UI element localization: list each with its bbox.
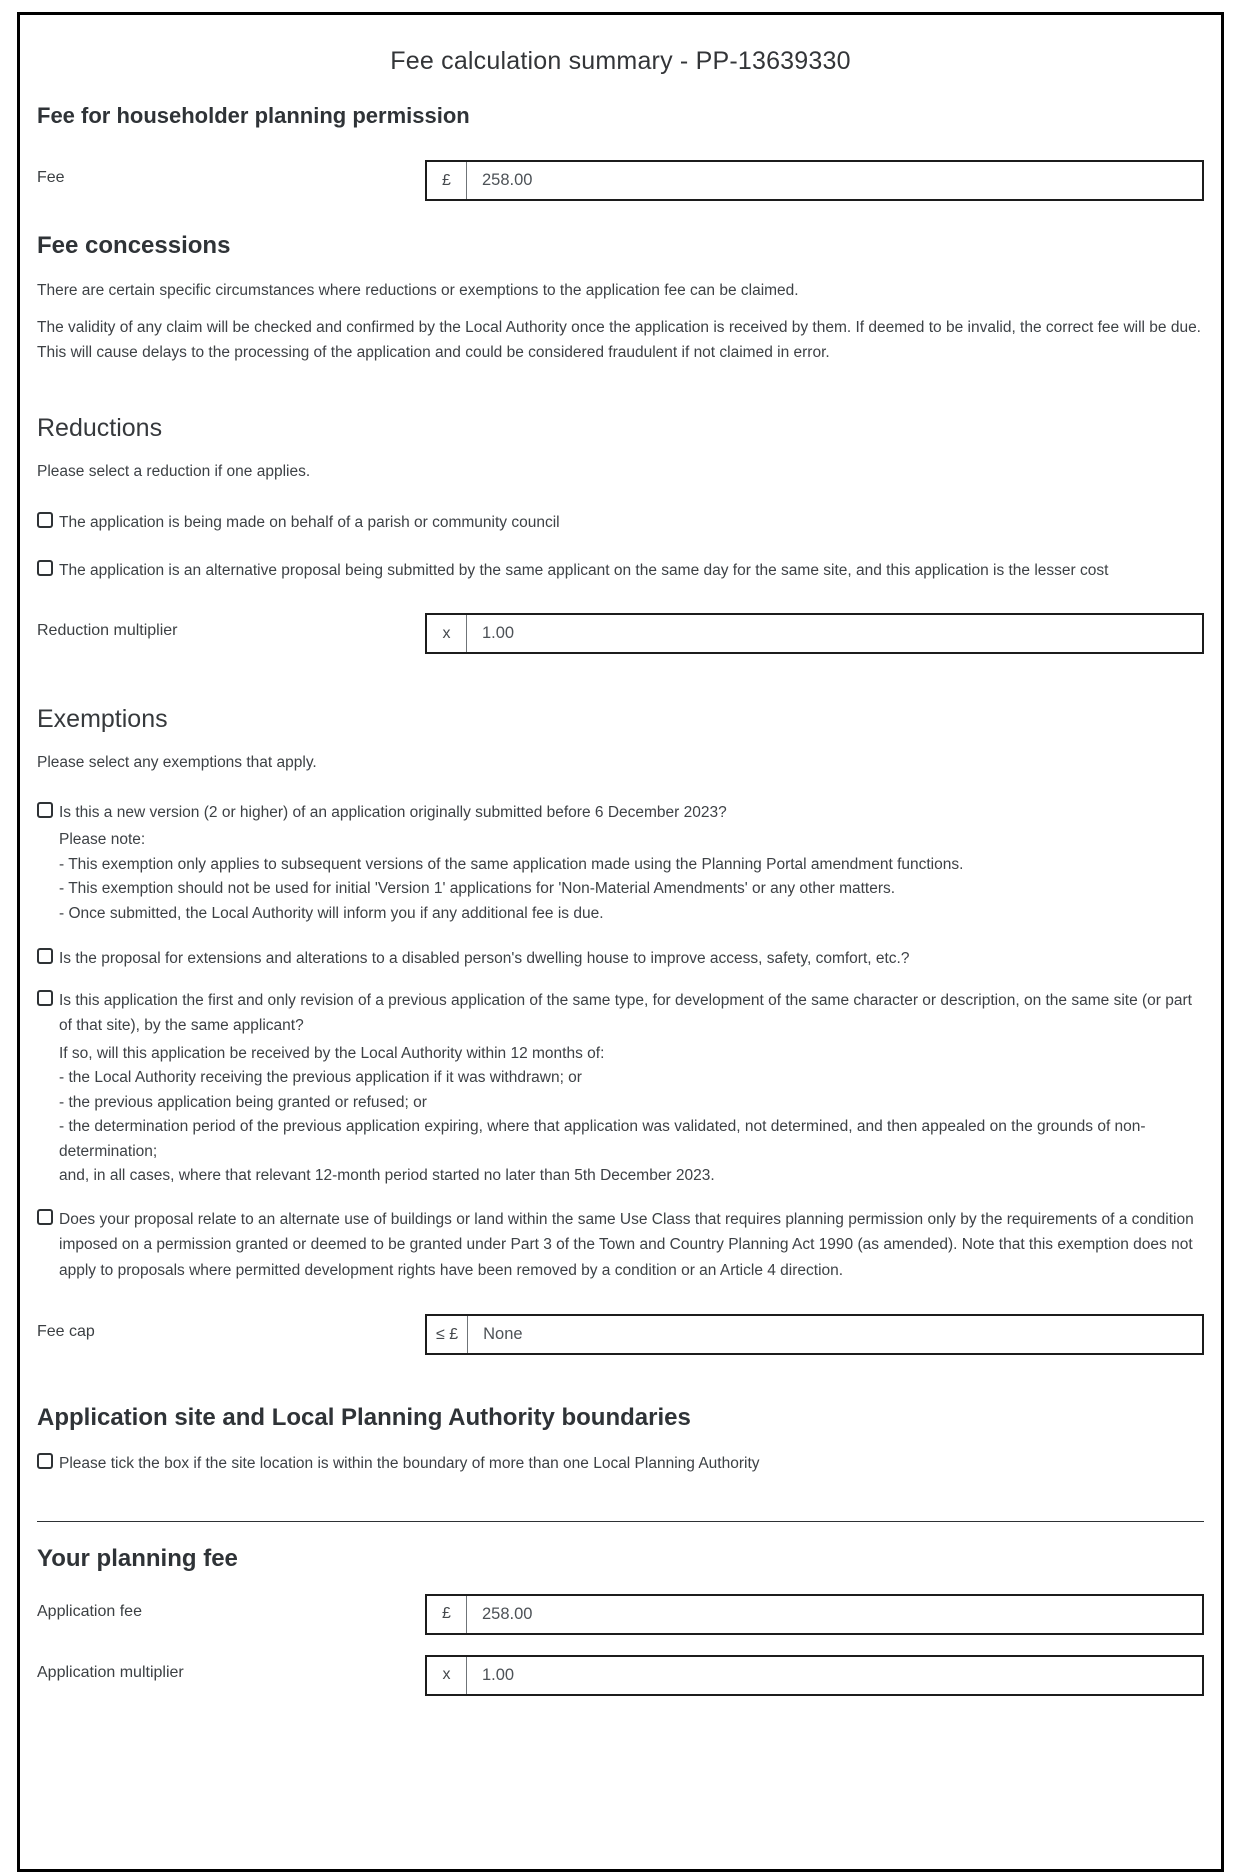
alternative-proposal-checkbox-label: The application is an alternative proposal being submitted by the same applicant on the same day for the same site, and this application is the lesser cost	[59, 561, 1109, 579]
note-line: If so, will this application be received by the Local Authority within 12 months of:	[59, 1044, 605, 1062]
section-heading-householder-fee: Fee for householder planning permission	[37, 103, 470, 128]
exemption-block-alternate-use	[37, 1207, 1204, 1284]
multiple-lpa-checkbox[interactable]	[37, 1453, 53, 1469]
fee-cap-input-group	[425, 1314, 1204, 1355]
exemption-row-disabled-access	[37, 946, 1204, 972]
pound-prefix: £	[427, 162, 467, 199]
new-version-checkbox-label: Is this a new version (2 or higher) of an application originally submitted before 6 December 2023?	[59, 803, 727, 821]
boundary-option-row	[37, 1451, 1204, 1477]
section-heading-your-planning-fee: Your planning fee	[37, 1544, 238, 1572]
exemption-block-first-revision	[37, 988, 1204, 1189]
note-line: - the previous application being granted or refused; or	[59, 1093, 427, 1111]
exemptions-intro: Please select any exemptions that apply.	[37, 754, 317, 772]
first-revision-checkbox-label: Is this application the first and only revision of a previous application of the same type, for development of the same character or description, on the same site (or part of that site), by the same applicant?	[59, 991, 1192, 1035]
exemption-block-disabled-access	[37, 946, 1204, 972]
reduction-multiplier-row	[37, 613, 1204, 654]
concessions-paragraph-2: The validity of any claim will be checked and confirmed by the Local Authority once the application is received by them. If deemed to be invalid, the correct fee will be due. This will cause delays to the processing of the application and could be considered fraudulent if not claimed in error.	[37, 319, 1201, 361]
application-fee-input[interactable]	[467, 1596, 1202, 1633]
fee-input-group	[425, 160, 1204, 201]
reduction-multiplier-input-group	[425, 613, 1204, 654]
section-heading-boundaries: Application site and Local Planning Authority boundaries	[37, 1404, 691, 1432]
alternative-proposal-checkbox[interactable]	[37, 560, 53, 576]
fee-row	[37, 160, 1204, 201]
multiply-prefix: x	[427, 615, 467, 652]
exemption-notes-new-version	[59, 828, 1204, 926]
page-frame	[17, 12, 1224, 1872]
fee-label: Fee	[37, 169, 65, 186]
exemption-row-first-revision	[37, 988, 1204, 1039]
exemption-row-new-version	[37, 800, 1204, 826]
page-title: Fee calculation summary - PP-13639330	[390, 47, 851, 75]
alternate-use-checkbox-label: Does your proposal relate to an alternate use of buildings or land within the same Use Class that requires planning permission only by the requirements of a condition imposed on a permission granted or deemed to be granted under Part 3 of the Town and Country Planning Act 1990 (as amended). Note that this exemption does not apply to proposals where permitted development rights have been removed by a condition or an Article 4 direction.	[59, 1210, 1194, 1279]
pound-prefix: £	[427, 1596, 467, 1633]
first-revision-checkbox[interactable]	[37, 990, 53, 1006]
parish-council-checkbox[interactable]	[37, 512, 53, 528]
alternate-use-checkbox[interactable]	[37, 1209, 53, 1225]
note-line: and, in all cases, where that relevant 12-month period started no later than 5th December 2023.	[59, 1167, 715, 1185]
section-heading-exemptions: Exemptions	[37, 705, 168, 734]
application-multiplier-label: Application multiplier	[37, 1663, 184, 1681]
multiple-lpa-checkbox-label: Please tick the box if the site location is within the boundary of more than one Local Planning Authority	[59, 1455, 760, 1473]
application-multiplier-row	[37, 1655, 1204, 1696]
reductions-intro: Please select a reduction if one applies.	[37, 463, 311, 481]
application-multiplier-input[interactable]	[467, 1657, 1202, 1694]
disabled-access-checkbox[interactable]	[37, 948, 53, 964]
fee-cap-input[interactable]	[468, 1316, 1202, 1353]
section-heading-fee-concessions: Fee concessions	[37, 232, 231, 259]
section-heading-reductions: Reductions	[37, 414, 163, 443]
note-line: - This exemption should not be used for initial 'Version 1' applications for 'Non-Material Amendments' or any other matters.	[59, 880, 896, 898]
note-line: - Once submitted, the Local Authority will inform you if any additional fee is due.	[59, 904, 604, 922]
multiply-prefix: x	[427, 1657, 467, 1694]
fee-input[interactable]	[467, 162, 1202, 199]
exemption-notes-first-revision	[59, 1042, 1204, 1189]
note-line: - This exemption only applies to subsequent versions of the same application made using the Planning Portal amendment functions.	[59, 855, 964, 873]
exemption-block-new-version	[37, 800, 1204, 927]
reduction-multiplier-input[interactable]	[467, 615, 1202, 652]
reduction-option-row-parish	[37, 510, 1204, 536]
fee-cap-row	[37, 1314, 1204, 1355]
new-version-checkbox[interactable]	[37, 802, 53, 818]
less-equal-pound-prefix: ≤ £	[427, 1316, 468, 1353]
application-fee-label: Application fee	[37, 1602, 142, 1620]
note-line: - the determination period of the previous application expiring, where that application was validated, not determined, and then appealed on the grounds of non-determination;	[59, 1118, 1146, 1160]
application-multiplier-input-group	[425, 1655, 1204, 1696]
exemption-row-alternate-use	[37, 1207, 1204, 1284]
reduction-option-row-alternative-proposal	[37, 558, 1204, 584]
parish-council-checkbox-label: The application is being made on behalf of a parish or community council	[59, 513, 560, 531]
reduction-multiplier-label: Reduction multiplier	[37, 622, 178, 640]
fee-cap-label: Fee cap	[37, 1323, 95, 1341]
section-divider	[37, 1521, 1204, 1522]
page-content	[20, 15, 1221, 1696]
note-line: Please note:	[59, 831, 146, 849]
application-fee-input-group	[425, 1594, 1204, 1635]
application-fee-row	[37, 1594, 1204, 1635]
note-line: - the Local Authority receiving the previous application if it was withdrawn; or	[59, 1069, 582, 1087]
concessions-paragraph-1: There are certain specific circumstances where reductions or exemptions to the application fee can be claimed.	[37, 282, 799, 299]
disabled-access-checkbox-label: Is the proposal for extensions and alterations to a disabled person's dwelling house to improve access, safety, comfort, etc.?	[59, 950, 910, 968]
